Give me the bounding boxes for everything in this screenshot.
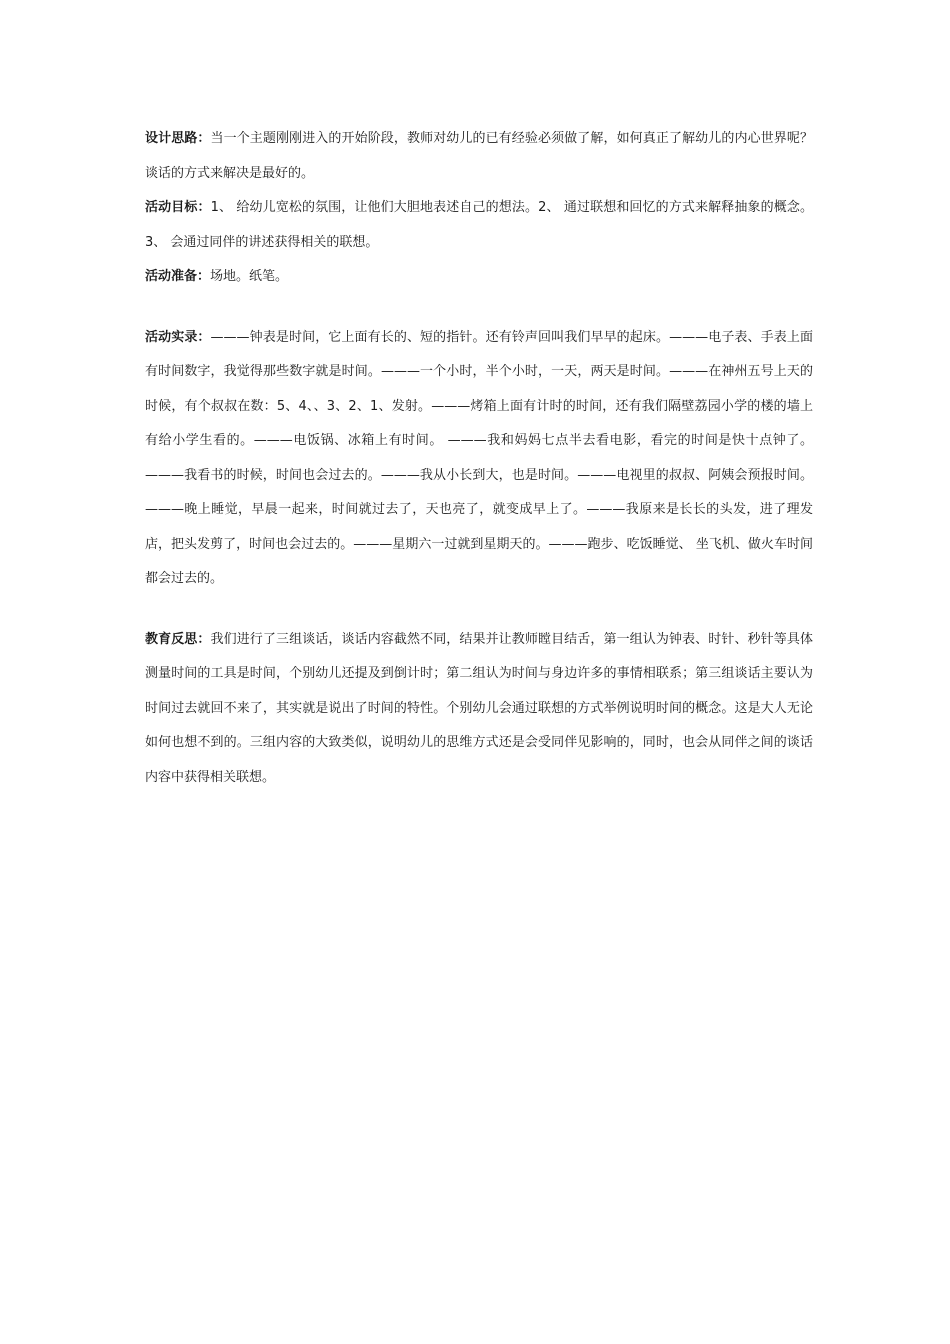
design-idea-paragraph (145, 122, 813, 191)
document-body (145, 122, 813, 795)
education-reflection-text: 我们进行了三组谈话，谈话内容截然不同，结果并让教师瞠目结舌，第一组认为钟表、时针、秒针等具体测量时间的工具是时间，个别幼儿还提及到倒计时；第二组认为时间与身边许多的事情相联系；第三组谈话主要认为时间过去就回不来了，其实就是说出了时间的特性。个别幼儿会通过联想的方式举例说明时间的概念。这是大人无论如何也想不到的。三组内容的大致类似，说明幼儿的思维方式还是会受同伴见影响的，同时，也会从同伴之间的谈话内容中获得相关联想。 (145, 631, 813, 785)
education-reflection-paragraph (145, 623, 813, 796)
activity-goals-paragraph (145, 191, 813, 260)
activity-preparation-label: 活动准备： (145, 269, 211, 284)
education-reflection-label: 教育反思： (145, 631, 211, 647)
activity-goals-label: 活动目标： (145, 200, 211, 215)
activity-record-text: ———钟表是时间，它上面有长的、短的指针。还有铃声回叫我们早早的起床。———电子表、手表上面有时间数字，我觉得那些数字就是时间。———一个小时，半个小时，一天，两天是时间。———在神州五号上天的时候，有个叔叔在数：5、4、、3、2、1、发射。———烤箱上面有计时的时间，还有我们隔壁荔园小学的楼的墙上有给小学生看的。———电饭锅、冰箱上有时间。 ———我和妈妈七点半去看电影，看完的时间是快十点钟了。———我看书的时候，时间也会过去的。———我从小长到大，也是时间。———电视里的叔叔、阿姨会预报时间。———晚上睡觉，早晨一起来，时间就过去了，天也亮了，就变成早上了。———我原来是长长的头发，进了理发店，把头发剪了，时间也会过去的。———星期六一过就到星期天的。———跑步、吃饭睡觉、 坐飞机、做火车时间都会过去的。 (145, 329, 813, 586)
activity-record-label: 活动实录： (145, 329, 211, 345)
activity-record-paragraph (145, 321, 813, 597)
paragraph-gap (145, 597, 813, 623)
activity-goals-text: 1、 给幼儿宽松的氛围，让他们大胆地表述自己的想法。2、 通过联想和回忆的方式来解释抽象的概念。3、 会通过同伴的讲述获得相关的联想。 (145, 200, 813, 250)
activity-preparation-paragraph (145, 260, 813, 295)
design-idea-text: 当一个主题刚刚进入的开始阶段，教师对幼儿的已有经验必须做了解，如何真正了解幼儿的内心世界呢？谈话的方式来解决是最好的。 (145, 131, 813, 181)
activity-preparation-text: 场地。纸笔。 (210, 269, 289, 284)
paragraph-gap (145, 295, 813, 321)
design-idea-label: 设计思路： (145, 131, 211, 146)
